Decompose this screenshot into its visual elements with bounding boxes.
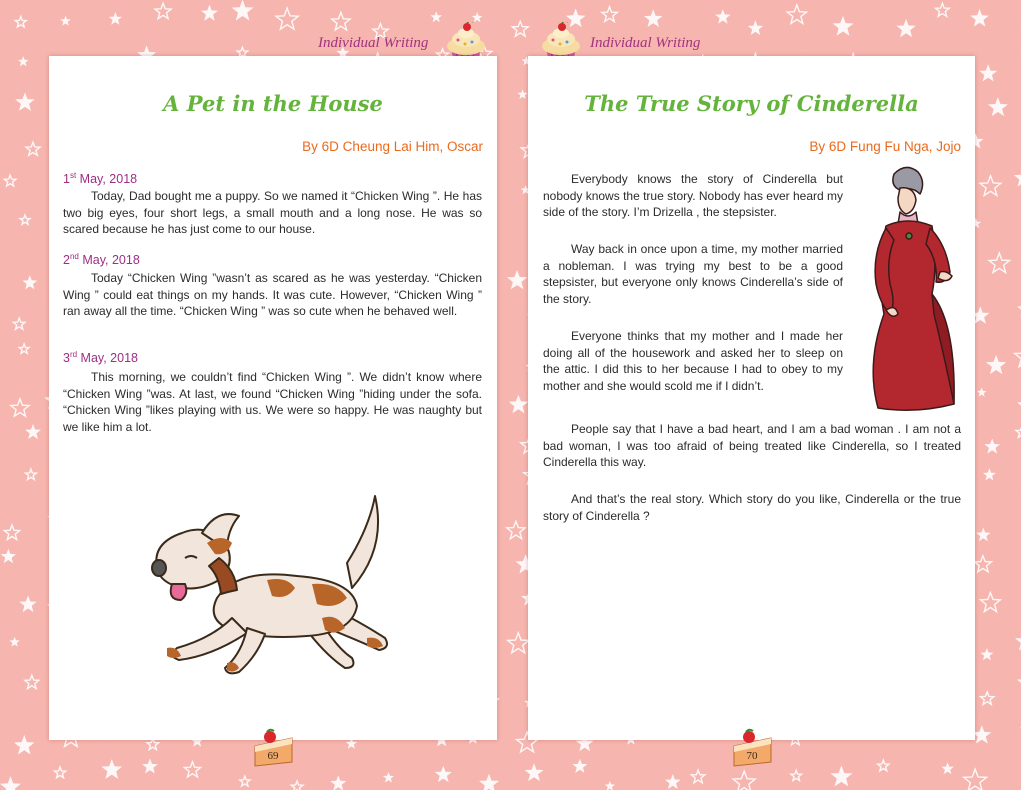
background-star: [791, 770, 802, 780]
background-star: [508, 633, 529, 653]
background-star: [507, 521, 525, 538]
background-star: [507, 270, 527, 289]
background-star: [25, 675, 39, 688]
background-star: [15, 92, 35, 111]
background-star: [4, 175, 16, 186]
background-star: [733, 771, 755, 790]
background-star: [787, 5, 806, 24]
background-star: [25, 469, 36, 479]
right-byline: By 6D Fung Fu Nga, Jojo: [809, 139, 961, 154]
background-star: [383, 772, 394, 783]
background-star: [988, 97, 1008, 116]
background-star: [665, 774, 681, 789]
left-section-header: Individual Writing: [318, 35, 429, 51]
background-star: [605, 781, 615, 790]
background-star: [941, 762, 954, 774]
background-star: [13, 318, 25, 329]
background-star: [435, 766, 452, 782]
right-page: [528, 56, 975, 740]
left-byline: By 6D Cheung Lai Him, Oscar: [302, 139, 483, 154]
background-star: [22, 275, 37, 289]
background-star: [1017, 395, 1021, 414]
background-star: [989, 253, 1010, 273]
background-star: [980, 176, 1001, 196]
background-star: [291, 781, 303, 790]
background-star: [1015, 345, 1021, 367]
background-star: [644, 9, 663, 27]
right-page-title: The True Story of Cinderella: [584, 91, 919, 116]
diary-date-1: 1st May, 2018: [63, 171, 138, 187]
background-star: [240, 776, 250, 786]
left-page-number: 69: [267, 750, 279, 762]
story-paragraph-5: And that’s the real story. Which story do you like, Cinderella or the true story of Cinderella ?: [543, 492, 961, 523]
background-star: [1014, 168, 1021, 187]
background-star: [0, 776, 21, 790]
puppy-illustration: [147, 488, 397, 678]
diary-date-2: 2nd May, 2018: [63, 252, 140, 268]
background-star: [19, 344, 29, 353]
background-star: [972, 725, 991, 743]
background-star: [10, 637, 20, 647]
background-star: [936, 3, 950, 16]
background-star: [896, 19, 915, 38]
background-star: [715, 9, 730, 24]
left-page: [49, 56, 497, 740]
background-star: [147, 739, 159, 750]
background-star: [472, 12, 483, 22]
background-star: [691, 770, 705, 783]
background-star: [986, 355, 1006, 374]
background-star: [201, 5, 218, 21]
background-star: [878, 760, 889, 771]
background-star: [977, 388, 987, 397]
background-star: [833, 16, 854, 36]
background-star: [1016, 426, 1021, 437]
diary-entry-1: Today, Dad bought me a puppy. So we named it “Chicken Wing ”. He has two big eyes, four short legs, a small mouth and a long nose. He was so scared because he has just come to our house.: [63, 189, 482, 237]
background-star: [142, 758, 158, 773]
background-star: [430, 11, 442, 22]
background-star: [964, 769, 987, 790]
background-star: [232, 0, 254, 21]
background-star: [11, 399, 29, 416]
background-star: [109, 12, 122, 25]
background-star: [19, 595, 37, 612]
background-star: [976, 528, 991, 542]
diary-entry-3: This morning, we couldn’t find “Chicken Wing ”. We didn’t know where “Chicken Wing ”was. At last, we found “Chicken Wing ”hiding under the sofa. “Chicken Wing ”likes playing with us. We were so happy. He was naughty but we like him a lot.: [63, 370, 482, 434]
diary-date-3: 3rd May, 2018: [63, 350, 138, 366]
background-star: [983, 468, 996, 480]
background-star: [512, 21, 528, 36]
background-star: [974, 556, 991, 572]
background-star: [101, 759, 122, 779]
background-star: [14, 735, 35, 755]
background-star: [20, 215, 30, 224]
background-star: [509, 395, 529, 414]
background-star: [26, 142, 40, 155]
background-star: [330, 775, 346, 790]
right-page-number: 70: [746, 750, 758, 762]
background-star: [984, 439, 1000, 454]
background-star: [479, 774, 499, 790]
background-star: [748, 20, 764, 35]
background-star: [602, 7, 618, 22]
background-star: [517, 89, 527, 99]
background-star: [1015, 631, 1021, 651]
story-paragraph-1: Everybody knows the story of Cinderella but nobody knows the true story. Nobody has ever heard my side of the story. I’m Drizella , the stepsister.: [543, 172, 843, 220]
background-star: [979, 64, 997, 81]
background-star: [981, 692, 994, 705]
background-star: [60, 16, 71, 26]
story-paragraph-3: Everyone thinks that my mother and I made her doing all of the housework and asked her to sleep on the attic. I did this to her because I had to obey to my mother and she would scold me if I didn’t.: [543, 329, 843, 393]
background-star: [184, 762, 200, 777]
background-star: [981, 648, 994, 660]
background-star: [15, 17, 26, 28]
stepmother-illustration: [856, 164, 962, 416]
diary-entry-2: Today “Chicken Wing ”wasn’t as scared as he was yesterday. “Chicken Wing ” could eat things on my hands. It was cute. However, “Chicken Wing ” ran away all the time. “Chicken Wing ” was so cute when he behaved well.: [63, 271, 482, 319]
background-star: [970, 9, 989, 27]
right-section-header: Individual Writing: [590, 35, 701, 51]
background-star: [55, 767, 66, 778]
background-star: [276, 8, 298, 29]
left-page-title: A Pet in the House: [163, 91, 383, 116]
background-star: [18, 56, 29, 66]
background-star: [1, 549, 16, 564]
background-star: [572, 759, 587, 773]
background-star: [332, 12, 350, 30]
story-paragraph-4: People say that I have a bad heart, and I am a bad woman . I am not a bad woman, I was too afraid of being treated like Cinderella, so I treated Cinderella this way.: [543, 422, 961, 470]
background-star: [830, 765, 852, 786]
background-star: [525, 763, 544, 781]
story-paragraph-2: Way back in once upon a time, my mother married a nobleman. I was trying my best to be a good stepsister, but everyone only knows Cinderella’s side of the story.: [543, 242, 843, 306]
background-star: [4, 525, 19, 540]
background-star: [155, 3, 171, 18]
background-star: [25, 424, 41, 439]
background-star: [981, 593, 1001, 612]
